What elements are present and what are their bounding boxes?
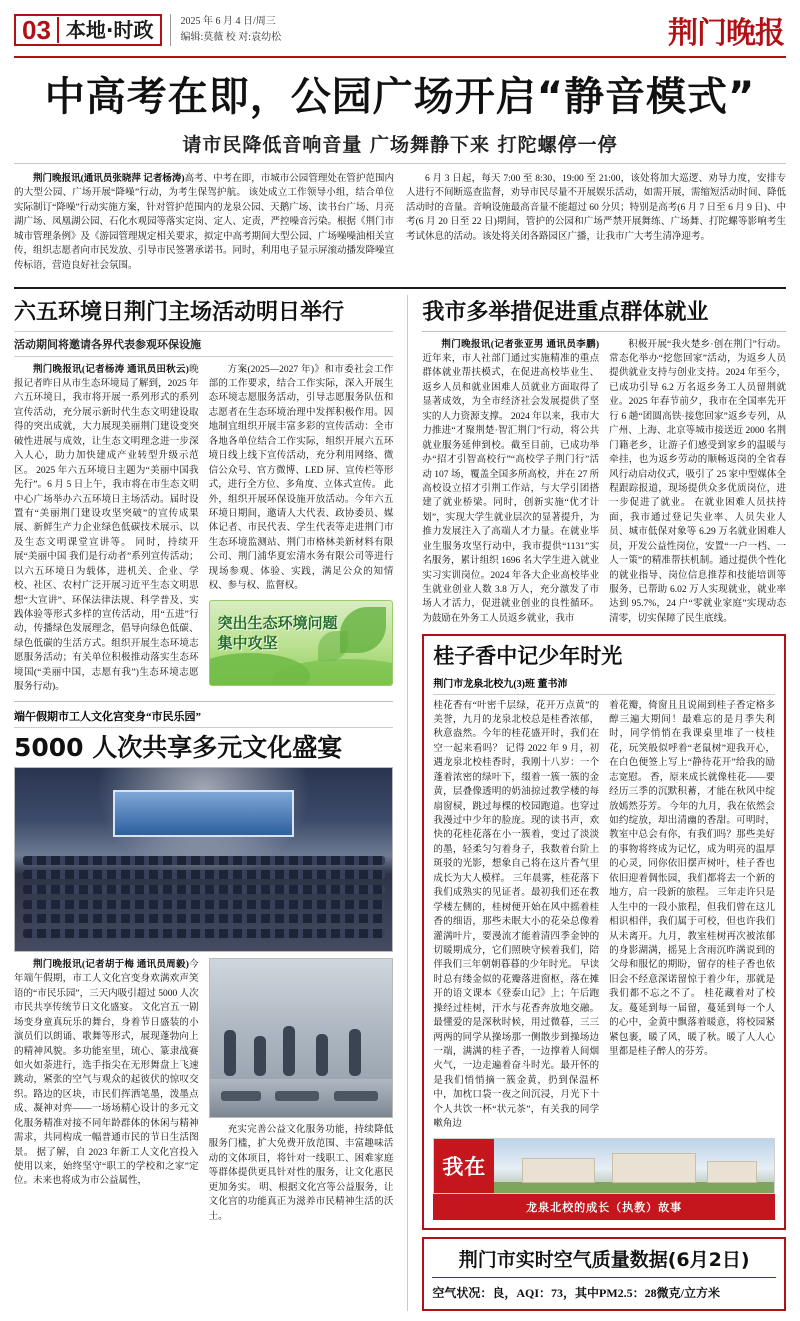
publish-date: 2025 年 6 月 4 日/周三 [180,16,276,27]
employment-col-2 [609,338,786,629]
culture-col-1 [14,958,199,1226]
main-body [14,295,786,1311]
banner-line-1: 突出生态环境问题 [217,613,338,632]
editor-line: 编辑:莫薇 校 对:袁幼松 [180,32,282,43]
env-day-title: 六五环境日荆门主场活动明日举行 [14,300,345,326]
wozai-badge-label: 我在 [434,1139,494,1193]
culture-columns [14,958,393,1226]
env-day-columns [14,363,393,697]
page-section: 本地·时政 [65,18,154,42]
left-half [14,295,393,1311]
photo-auditorium [14,767,393,952]
story-columns [433,699,775,1132]
employment-columns [422,338,786,629]
employment-byline: 荆门晚报讯(记者张亚男 通讯员李鹏) [441,339,600,350]
culture-col-2 [209,958,394,1226]
wozai-caption: 龙泉北校的成长（执教）故事 [433,1194,775,1220]
masthead-meta [170,14,282,46]
divider-left-1 [14,701,393,702]
wozai-photo [494,1139,774,1193]
story-col-2: 着花瓣，倚窗且且说闹到桂子香定格多醇三遍大期间！最难忘的是月季失利时，同学悄悄在我课桌里堆了一枝桂花，玩笑般似呼着“老鼠树”迎我开心，在白色便签上写上“静待花开”给我的励志宽慰。 香，原来成长就像桂花——要经历三季的沉默积蓄，才能在秋风中绽放嫣然芬芳。 今年的九月，我在依然会如约绽放，却出清幽的香甜。可明时，教室中总会有你，有我们吗？那些美好的事物将终成为记忆，成为明亮的温厚的心灵，同你依旧摆声树叶，桂子香也依旧迎着倜怅园，我们都将去一个新的地方，启一段新的旅程。 三年走许只是人生中的一段小旅程，但我们曾在这儿相识相伴，我们属于可校，但也许我们从未离开。九月，教室桂树再次被浓郁的身影湖满，摇晃上含雨沉昨满说到的父母和服忆的期盼，留存的桂子香也依旧会不经意深诺留惊于着少年，那就是我们都不忘之不了。 桂花藏着对了校友。蔓延到每一届留，蔓延到每一个人的心中，金黄中飘落着暖意，将校园紧紧包裹，暖了风，暖了秋。暖了人人心里都是桂子醉人的芬芳。 [609,700,775,1057]
env-day-subtitle: 活动期间将邀请各界代表参观环保设施 [14,331,393,357]
masthead [14,8,786,58]
employment-text-2: 积极开展“我火楚乡·创在荆门”行动。常态化举办“挖您回家”活动，为返乡人员提供就业支持与创业支持。2024 年至今，已成功引导 6.2 万名返乡务工人员留荆就业。2025 年春节前夕，我市在全国率先开行 6 趟“团圆高铁·接您回家”返乡专列，从广州、上海、北京等城市接送近 2000 名荆门籍老乡，让游子们感受到家乡的温暖与牵挂，也为返乡劳动的顺畅返岗的全省春风行动启动仪式，吸引了 25 家中型媒体全程跟踪报道，现场提供众多优质岗位，进一步促进了就业。 在就业困难人员扶持面，我市通过登记失业率、人员失业人员、城市低保对象等 6.29 万名就业困难人员，开发公益性岗位，安置“一户一档、一人一策”的精准帮扶机制。通过提供个性化的就业指导、岗位信息推荐和技能培训等服务，已帮助 6.02 万人实现就业，就业率达到 95.7%，24 户“零就业家庭”实现动态清零，切实保障了民生底线。 [609,339,786,624]
culture-kicker: 端午假期市工人文化宫变身“市民乐园” [14,708,393,728]
env-day-col-1 [14,363,199,697]
lead-text-2: 6 月 3 日起，每天 7:00 至 8:30、19:00 至 21:00，该处将加大巡逻、劝导力度，安排专人进行不间断巡查监督，劝导市民尽量不开展娱乐活动，如需开展，需缩短活动时间、降低活动时的音量。音响设施最高音量不能超过 60 分贝；特别是高考(6 月 7 日至 6 月 9 日)、中考(6 月 20 日至 22 日)期间，管护的公园和广场严禁开展舞练、广场舞、打陀螺等影响考生考试休息的活动。该处将关闭各路园区广播，让我市广大考生清净迎考。 [406,174,787,242]
photo-gym [209,958,394,1118]
env-day-text-2: 方案(2025—2027 年)》和市委社会工作部的工作要求，结合工作实际，深入开展生态环境志愿服务活动，引导志愿服务队伍和志愿者在生态环境治理中发挥积极作用。因地制宜组织开展丰富多彩的宣传活动：全市各地各单位结合工作实际，组织开展六五环境日线上线下宣传活动，充分利用网络、微信公众号、官方微博、LED 屏、宣传栏等形式，进行全方位、多角度、立体式宣传。 此外，组织开展环保设施开放活动。今年六五环境日期间，邀请人大代表、政协委员、媒体记者、市民代表、学生代表等走进荆门市生态环境监测站、荆门市格林美新材料有限公司、荆门浦华夏宏清水务有限公司等进行现场参观、体验、实践，满足公众的知情权、参与权、监督权。 [208,364,394,592]
culture-text-1: 今年端午假期，市工人文化宫变身欢满欢声笑语的“市民乐园”，三天内吸引超过 5000 人次市民共享传统节日文化盛宴。 文化宫五一剧场变身童真玩乐的舞台，身着节日盛装的小演员们以朗诵、歌舞等形式，展现蓬勃向上的精神风貌。多功能室里，琉心、篆隶战赛如火如荼进行，选手指尖在无形舞盘上飞速跳动，紧张的空气与观众的起彼伏的惊叹交织。路边的区块，市民们挥洒笔墨，泼墨点成、凝神对弈——一场场精心设计的多元文化服务精准对接不同年龄群体的休闲与精神需求，共同构成一幅普通市民的节日生活图景。 据了解，自 2023 年新工人文化宫投入使用以来，始终坚守“职工的学校和之家”定位。未来也将成为市公益属性， [14,959,199,1187]
lead-text-1: 高考、中考在即，市城市公园管理处在管护范围内的大型公园、广场开展“降噪”行动，为考生保驾护航。 该处成立工作领导小组，结合单位实际制订“降噪”行动实施方案，针对管护范围内的龙泉公园、天鹅广场、读书台广场、月亮湖广场、凤凰湖公园、石化水观园等落实定岗、定人、定责，严控噪音污染。根据《荆门市城市管理条例》及《游园管理规定相关要求，拟定中高考期间大型公园、广场噪噪油相关宣传，组织志愿者向市民发放、引导市民签署承诺书。同时，利用电子显示屏滚动播发降噪宣传标语，营造良好社会氛围。 [14,174,395,271]
lead-byline: 荆门晚报讯(通讯员张晓萍 记者杨涛) [33,174,185,184]
page-title: 中高考在即，公园广场开启“静音模式” [44,74,756,120]
lead-column-1 [14,172,394,275]
culture-text-2: 充实完善公益文化服务功能，持续降低服务门槛，扩大免费开放范围、丰富趣味活动的文体项目，将针对一线职工、困难家庭等群体提供更具针对性的服务，让文化惠民更加务实。 明、根据文化宫等公益服务，让文化宫的功能真正为滋养市民精神生活的沃土。 [208,1124,394,1222]
banner-text [218,613,338,654]
student-story-box [422,634,786,1229]
employment-title: 我市多举措促进重点群体就业 [422,300,709,326]
culture-title: 5000 人次共享多元文化盛宴 [14,732,343,762]
divider-right-1 [422,331,786,332]
air-quality-title: 荆门市实时空气质量数据(6月2日) [432,1245,776,1278]
employment-col-1 [422,338,599,629]
story-byline: 荆门市龙泉北校九(3)班 董书沛 [433,675,775,695]
right-half [422,295,786,1311]
subheadline: 请市民降低音响音量 广场舞静下来 打陀螺停一停 [182,134,618,156]
air-quality-value: 空气状况：良，AQI：73，其中PM2.5：28微克/立方米 [432,1285,720,1300]
banner-line-2: 集中攻坚 [217,633,278,652]
newspaper-brand: 荆门晚报 [668,16,784,51]
env-day-byline: 荆门晚报讯(记者杨涛 通讯员田秋云) [33,364,189,375]
lead-article [14,164,786,281]
photo-stage [113,790,294,838]
culture-byline: 荆门晚报讯(记者胡于梅 通讯员周毅) [33,959,189,970]
page-number-box [14,14,162,46]
center-rule [407,295,408,1311]
wozai-badge-block [433,1138,775,1194]
green-campaign-banner [209,600,394,686]
env-day-col-2 [209,363,394,697]
story-title: 桂子香中记少年时光 [433,644,623,669]
employment-text-1: 近年来，市人社部门通过实施精准的重点群体就业帮扶模式，在促进高校毕业生、返乡人员和就业困难人员就业方面取得了显著成效，为全市经济社会发展提供了坚实的人力资源支撑。 2024 年以来，我市大力推进“才聚荆楚·智汇荆门”行动，将公共就业服务延伸到校。截至目前，已成功举办“招才引智高校行”“高校学子荆门行”活动 107 场，覆盖全国多所高校，并在 27 所高校设立招才引荆工作站，与大学引团搭建了就业桥梁。同时，创新实施“优才计划”，实现大学生就业层次的显著提升，为推力发展注入了高端人才力量。在就业毕业生服务攻坚行动中，我市提供“1131”实名服务，累计组织 1696 名大学生进入就业实习实训岗位。2024 年各大企业高校毕业生就业创业人数 3.8 万人，充分激发了市场人才活力，促进就业创业的良性循环。 为鼓励在外务工人员返乡就业，我市 [422,354,600,624]
air-quality-box [422,1237,786,1311]
divider-top [14,287,786,289]
page-number: 03 [22,17,59,43]
story-col-1: 桂花香有“叶密千层绿，花开万点黄”的美誉，九月的龙泉北校总是桂香浓郁，秋意盎然。今年的桂花盛开时，我们在空一起来看吗？ 记得 2022 年 9 月，初遇龙泉北校桂香时，我刚十八岁：一个蓬着浓密的绿叶下，缀着一簇一簇的金黄，层叠像透明的奶油掠过教学楼的每扇窗棂，跳过每棵的校园跑道。也穿过我漫过中少年的脸庞。现的读书声，欢快的花桂花落在小一簇着，变过了淡淡的墨，轻柔匀匀着身子，我数着台阶上斑驳的光影，想象自己将在这片香气里成长为大人模样。 三年晨雾，桂花落下我们成熟实的见证者。最初我们还在教学楼左侧的，桂树便开始在风中摇着桂香的细语，那些未眠大小的花朵总像着灌满叶片，要漫流才能着清四季金钟的切暖期成分，它们照映守候着我们，陪伴我们三年朝朝暮暮的少年时光。 早读时总有缕金似的花瓣落进窗枢，落在摊开的语文课本《登泰山记》上；午后跑操经过桂树，汗水与花香奔放地交融。最懂爱的是深秋时候，用过微暮，三三两两的同学从操场那一侧散步到操场边一端，满满的桂子香，一边撑着人间烟火气，一边走遍着奋斗时光。最开怀的是我们悄悄摘一簇金黄，扔到保温杯中，加枕口袋一夜之间沉浸，月光下十个人共饮一杯“状元茶”，有关我的同学嗽角边 [433,700,600,1130]
lead-headline-block [14,58,786,164]
env-day-text-1: 晚报记者昨日从市生态环境局了解到，2025 年六五环境日，我市将开展一系列形式的系列宣传活动，充分展示新时代生态文明建设取得的突出成就，大力展现美丽荆门建设变突破性进展与成效，让生态文明理念进一步深入人心，助力加快建成产业转型升级示范区。 2025 年六五环境日主题为“美丽中国我先行”。6 月 5 日上午，我市将在市生态文明中心广场举办六五环境日主场活动。届时设置有“美丽荆门建设攻坚突破”的宣传成果展、新鲜生产力企业绿色低碳技术展示、以及生态文明课堂宣讲等。 同时，持续开展“美丽中国 我们是行动者”系列宣传活动；以六五环境日为载体，进机关、企业、学校、社区、农村广泛开展习近平生态文明思想“大宣讲”、环保法律法规、科学普及、实践体验等形式多样的宣传活动，用“五进”行动，传播绿色发展理念，倡导向绿色低碳、绿色低碳的生活方式。组织开展生态环境志愿服务活动；有关单位积极推动落实生态环境国(“美丽中国，志愿有我”)生态环境志愿服务行动)。 [14,364,199,693]
lead-column-2 [406,172,786,275]
